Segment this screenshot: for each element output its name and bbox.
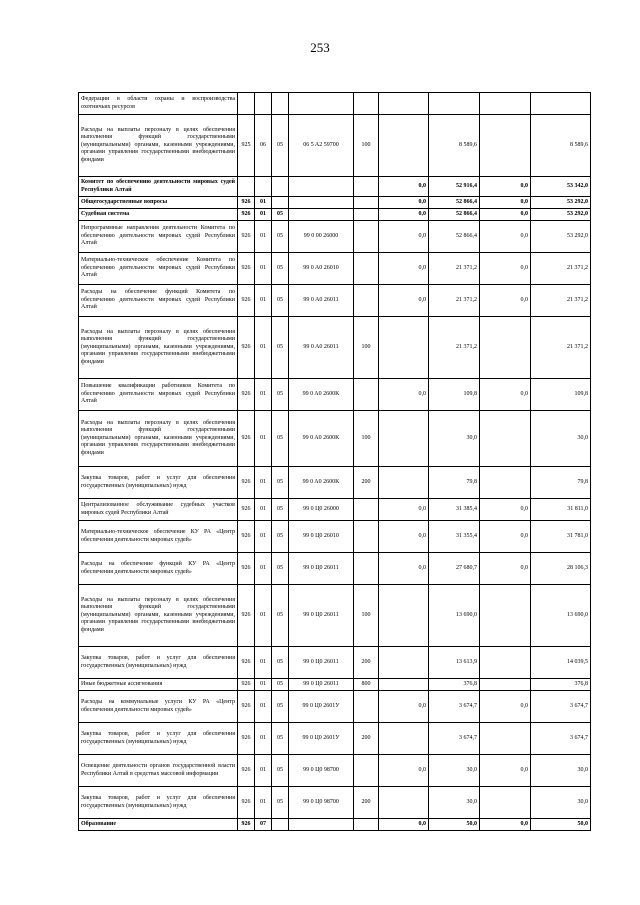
- table-row: [79, 585, 591, 647]
- expense-type-cell: 200: [354, 723, 379, 755]
- section-cell: 01: [255, 317, 272, 379]
- subsection-cell: 05: [272, 553, 289, 585]
- amount-cell-2: 13 613,9: [429, 647, 480, 679]
- ved-cell: 926: [238, 411, 255, 467]
- ved-cell: 926: [238, 379, 255, 411]
- table-row: [79, 787, 591, 819]
- ved-cell: 925: [238, 115, 255, 177]
- amount-cell-4: 21 371,2: [531, 253, 591, 285]
- expense-type-cell: [354, 499, 379, 521]
- table-row: [79, 679, 591, 691]
- amount-cell-1: 0,0: [379, 285, 429, 317]
- amount-cell-1: 0,0: [379, 691, 429, 723]
- table-row: [79, 521, 591, 553]
- target-article-cell: 99 0 Ц0 26011: [289, 647, 354, 679]
- section-cell: 01: [255, 755, 272, 787]
- row-name-cell: Материально-техническое обеспечение Комитета по обеспечению деятельности мировых судей Республики Алтай: [79, 253, 238, 285]
- amount-cell-1: [379, 585, 429, 647]
- table-row: [79, 647, 591, 679]
- table-row: [79, 819, 591, 831]
- amount-cell-4: [531, 93, 591, 115]
- amount-cell-4: 109,8: [531, 379, 591, 411]
- table-row: [79, 467, 591, 499]
- table-row: [79, 411, 591, 467]
- amount-cell-2: 50,0: [429, 819, 480, 831]
- subsection-cell: 05: [272, 723, 289, 755]
- table-row: [79, 285, 591, 317]
- amount-cell-3: [480, 723, 531, 755]
- section-cell: 01: [255, 691, 272, 723]
- expense-type-cell: [354, 177, 379, 197]
- amount-cell-2: 8 589,6: [429, 115, 480, 177]
- target-article-cell: 99 0 Ц0 26011: [289, 585, 354, 647]
- section-cell: 01: [255, 585, 272, 647]
- amount-cell-1: 0,0: [379, 379, 429, 411]
- amount-cell-4: 21 371,2: [531, 317, 591, 379]
- amount-cell-3: 0,0: [480, 521, 531, 553]
- amount-cell-2: 109,8: [429, 379, 480, 411]
- amount-cell-4: 13 690,0: [531, 585, 591, 647]
- subsection-cell: 05: [272, 115, 289, 177]
- section-cell: 01: [255, 647, 272, 679]
- amount-cell-3: [480, 647, 531, 679]
- amount-cell-4: 3 674,7: [531, 723, 591, 755]
- target-article-cell: [289, 177, 354, 197]
- subsection-cell: 05: [272, 647, 289, 679]
- amount-cell-1: 0,0: [379, 197, 429, 209]
- amount-cell-1: 0,0: [379, 499, 429, 521]
- section-cell: [255, 93, 272, 115]
- expense-type-cell: [354, 819, 379, 831]
- ved-cell: 926: [238, 585, 255, 647]
- expense-type-cell: [354, 553, 379, 585]
- amount-cell-2: 52 866,4: [429, 209, 480, 221]
- ved-cell: 926: [238, 723, 255, 755]
- subsection-cell: 05: [272, 317, 289, 379]
- subsection-cell: 05: [272, 285, 289, 317]
- amount-cell-4: 53 342,0: [531, 177, 591, 197]
- table-row: [79, 115, 591, 177]
- amount-cell-4: 21 371,2: [531, 285, 591, 317]
- amount-cell-2: 30,0: [429, 755, 480, 787]
- amount-cell-4: 30,0: [531, 787, 591, 819]
- amount-cell-3: 0,0: [480, 499, 531, 521]
- row-name-cell: Повышение квалификации работников Комитета по обеспечению деятельности мировых судей Республики Алтай: [79, 379, 238, 411]
- amount-cell-3: 0,0: [480, 379, 531, 411]
- expense-type-cell: 100: [354, 317, 379, 379]
- amount-cell-4: 8 589,6: [531, 115, 591, 177]
- target-article-cell: 99 0 Ц0 2601У: [289, 691, 354, 723]
- subsection-cell: [272, 93, 289, 115]
- amount-cell-1: 0,0: [379, 553, 429, 585]
- table-row: [79, 197, 591, 209]
- subsection-cell: 05: [272, 499, 289, 521]
- amount-cell-1: 0,0: [379, 253, 429, 285]
- amount-cell-3: [480, 585, 531, 647]
- target-article-cell: 99 0 A0 26011: [289, 317, 354, 379]
- budget-table: [78, 92, 591, 831]
- amount-cell-4: 30,0: [531, 411, 591, 467]
- section-cell: 06: [255, 115, 272, 177]
- section-cell: 01: [255, 221, 272, 253]
- subsection-cell: 05: [272, 221, 289, 253]
- amount-cell-2: 376,8: [429, 679, 480, 691]
- target-article-cell: 99 0 A0 2600K: [289, 411, 354, 467]
- ved-cell: 926: [238, 819, 255, 831]
- amount-cell-4: 31 811,0: [531, 499, 591, 521]
- row-name-cell: Судебная система: [79, 209, 238, 221]
- amount-cell-1: [379, 317, 429, 379]
- ved-cell: 926: [238, 285, 255, 317]
- amount-cell-3: 0,0: [480, 253, 531, 285]
- amount-cell-3: 0,0: [480, 819, 531, 831]
- section-cell: [255, 177, 272, 197]
- expense-type-cell: [354, 521, 379, 553]
- amount-cell-1: 0,0: [379, 177, 429, 197]
- amount-cell-2: 13 690,0: [429, 585, 480, 647]
- ved-cell: 926: [238, 221, 255, 253]
- amount-cell-4: 79,8: [531, 467, 591, 499]
- expense-type-cell: 100: [354, 585, 379, 647]
- row-name-cell: Материально-техническое обеспечение КУ РА «Центр обеспечения деятельности мировых судей»: [79, 521, 238, 553]
- amount-cell-4: 14 039,5: [531, 647, 591, 679]
- target-article-cell: [289, 209, 354, 221]
- expense-type-cell: 200: [354, 467, 379, 499]
- ved-cell: 926: [238, 647, 255, 679]
- section-cell: 01: [255, 467, 272, 499]
- table-row: [79, 379, 591, 411]
- amount-cell-2: 30,0: [429, 787, 480, 819]
- amount-cell-4: 3 674,7: [531, 691, 591, 723]
- amount-cell-1: 0,0: [379, 819, 429, 831]
- target-article-cell: 99 0 A0 2600K: [289, 467, 354, 499]
- section-cell: 01: [255, 723, 272, 755]
- amount-cell-2: 31 385,4: [429, 499, 480, 521]
- amount-cell-3: 0,0: [480, 553, 531, 585]
- target-article-cell: 99 0 Ц0 98700: [289, 755, 354, 787]
- expense-type-cell: [354, 197, 379, 209]
- amount-cell-2: 21 371,2: [429, 253, 480, 285]
- amount-cell-4: 31 781,0: [531, 521, 591, 553]
- ved-cell: 926: [238, 499, 255, 521]
- section-cell: 01: [255, 197, 272, 209]
- amount-cell-2: 27 680,7: [429, 553, 480, 585]
- expense-type-cell: 100: [354, 411, 379, 467]
- ved-cell: [238, 93, 255, 115]
- row-name-cell: Общегосударственные вопросы: [79, 197, 238, 209]
- amount-cell-2: 31 355,4: [429, 521, 480, 553]
- table-row: [79, 691, 591, 723]
- row-name-cell: Образование: [79, 819, 238, 831]
- section-cell: 01: [255, 209, 272, 221]
- row-name-cell: Расходы на выплаты персоналу в целях обеспечения выполнения функций государственными (муниципальными) органами, казенными учреждениями, органами управления государственными внебюджетными фондами: [79, 411, 238, 467]
- table-row: [79, 755, 591, 787]
- amount-cell-4: 53 292,0: [531, 209, 591, 221]
- subsection-cell: 05: [272, 521, 289, 553]
- expense-type-cell: 800: [354, 679, 379, 691]
- amount-cell-1: [379, 115, 429, 177]
- row-name-cell: Расходы на обеспечение функций Комитета по обеспечению деятельности мировых судей Республики Алтай: [79, 285, 238, 317]
- table-row: [79, 499, 591, 521]
- amount-cell-1: 0,0: [379, 209, 429, 221]
- expense-type-cell: [354, 209, 379, 221]
- section-cell: 01: [255, 285, 272, 317]
- amount-cell-2: 30,0: [429, 411, 480, 467]
- subsection-cell: 05: [272, 253, 289, 285]
- amount-cell-1: [379, 787, 429, 819]
- amount-cell-2: 52 866,4: [429, 221, 480, 253]
- row-name-cell: Непрограммные направления деятельности Комитета по обеспечению деятельности мировых судей Республики Алтай: [79, 221, 238, 253]
- page-number: 253: [310, 40, 330, 55]
- amount-cell-4: 53 292,0: [531, 221, 591, 253]
- ved-cell: 926: [238, 755, 255, 787]
- amount-cell-3: 0,0: [480, 691, 531, 723]
- amount-cell-3: 0,0: [480, 755, 531, 787]
- amount-cell-1: 0,0: [379, 221, 429, 253]
- section-cell: 01: [255, 379, 272, 411]
- subsection-cell: 05: [272, 209, 289, 221]
- amount-cell-2: 3 674,7: [429, 723, 480, 755]
- section-cell: 01: [255, 253, 272, 285]
- amount-cell-2: 79,8: [429, 467, 480, 499]
- expense-type-cell: 200: [354, 787, 379, 819]
- row-name-cell: Освещение деятельности органов государственной власти Республики Алтай в средствах массовой информации: [79, 755, 238, 787]
- expense-type-cell: 100: [354, 115, 379, 177]
- expense-type-cell: [354, 221, 379, 253]
- target-article-cell: 99 0 00 26000: [289, 221, 354, 253]
- section-cell: 01: [255, 679, 272, 691]
- target-article-cell: 99 0 Ц0 26011: [289, 553, 354, 585]
- amount-cell-3: [480, 115, 531, 177]
- row-name-cell: Федерации в области охраны и воспроизводства охотничьих ресурсов: [79, 93, 238, 115]
- target-article-cell: [289, 819, 354, 831]
- amount-cell-3: 0,0: [480, 197, 531, 209]
- amount-cell-1: 0,0: [379, 521, 429, 553]
- subsection-cell: [272, 197, 289, 209]
- row-name-cell: Централизованное обслуживание судебных участков мировых судей Республики Алтай: [79, 499, 238, 521]
- expense-type-cell: 200: [354, 647, 379, 679]
- section-cell: 01: [255, 553, 272, 585]
- row-name-cell: Расходы на выплаты персоналу в целях обеспечения выполнения функций государственными (муниципальными) органами, казенными учреждениями, органами управления государственными внебюджетными фондами: [79, 585, 238, 647]
- amount-cell-4: 376,8: [531, 679, 591, 691]
- section-cell: 01: [255, 787, 272, 819]
- expense-type-cell: [354, 691, 379, 723]
- subsection-cell: [272, 177, 289, 197]
- ved-cell: 926: [238, 787, 255, 819]
- ved-cell: 926: [238, 691, 255, 723]
- row-name-cell: Иные бюджетные ассигнования: [79, 679, 238, 691]
- target-article-cell: 06 5 A2 59700: [289, 115, 354, 177]
- amount-cell-4: 30,0: [531, 755, 591, 787]
- row-name-cell: Закупка товаров, работ и услуг для обеспечения государственных (муниципальных) нужд: [79, 723, 238, 755]
- ved-cell: [238, 177, 255, 197]
- amount-cell-1: [379, 411, 429, 467]
- amount-cell-4: 50,0: [531, 819, 591, 831]
- expense-type-cell: [354, 253, 379, 285]
- subsection-cell: 05: [272, 679, 289, 691]
- amount-cell-3: [480, 93, 531, 115]
- subsection-cell: 05: [272, 467, 289, 499]
- amount-cell-1: [379, 647, 429, 679]
- amount-cell-3: 0,0: [480, 285, 531, 317]
- table-row: [79, 553, 591, 585]
- amount-cell-1: [379, 93, 429, 115]
- ved-cell: 926: [238, 317, 255, 379]
- target-article-cell: 99 0 Ц0 98700: [289, 787, 354, 819]
- amount-cell-3: [480, 317, 531, 379]
- subsection-cell: 05: [272, 585, 289, 647]
- section-cell: 01: [255, 411, 272, 467]
- subsection-cell: 05: [272, 691, 289, 723]
- subsection-cell: [272, 819, 289, 831]
- row-name-cell: Расходы на коммунальные услуги КУ РА «Центр обеспечения деятельности мировых судей»: [79, 691, 238, 723]
- target-article-cell: 99 0 Ц0 26000: [289, 499, 354, 521]
- amount-cell-2: 52 866,4: [429, 197, 480, 209]
- amount-cell-1: [379, 723, 429, 755]
- table-row: [79, 723, 591, 755]
- expense-type-cell: [354, 379, 379, 411]
- row-name-cell: Расходы на выплаты персоналу в целях обеспечения выполнения функций государственными (муниципальными) органами, казенными учреждениями, органами управления государственными внебюджетными фондами: [79, 317, 238, 379]
- amount-cell-2: 21 371,2: [429, 285, 480, 317]
- subsection-cell: 05: [272, 787, 289, 819]
- amount-cell-3: 0,0: [480, 177, 531, 197]
- subsection-cell: 05: [272, 379, 289, 411]
- target-article-cell: 99 0 Ц0 2601У: [289, 723, 354, 755]
- target-article-cell: 99 0 Ц0 26010: [289, 521, 354, 553]
- table-row: [79, 93, 591, 115]
- subsection-cell: 05: [272, 411, 289, 467]
- ved-cell: 926: [238, 253, 255, 285]
- section-cell: 01: [255, 499, 272, 521]
- ved-cell: 926: [238, 679, 255, 691]
- amount-cell-3: [480, 411, 531, 467]
- amount-cell-3: [480, 787, 531, 819]
- target-article-cell: 99 0 A0 26010: [289, 253, 354, 285]
- amount-cell-2: [429, 93, 480, 115]
- amount-cell-3: [480, 467, 531, 499]
- amount-cell-2: 3 674,7: [429, 691, 480, 723]
- ved-cell: 926: [238, 197, 255, 209]
- amount-cell-4: 53 292,0: [531, 197, 591, 209]
- row-name-cell: Расходы на выплаты персоналу в целях обеспечения выполнения функций государственными (муниципальными) органами, казенными учреждениями, органами управления государственными внебюджетными фондами: [79, 115, 238, 177]
- subsection-cell: 05: [272, 755, 289, 787]
- row-name-cell: Комитет по обеспечению деятельности мировых судей Республики Алтай: [79, 177, 238, 197]
- amount-cell-2: 21 371,2: [429, 317, 480, 379]
- target-article-cell: 99 0 Ц0 26011: [289, 679, 354, 691]
- amount-cell-1: [379, 679, 429, 691]
- expense-type-cell: [354, 93, 379, 115]
- amount-cell-3: 0,0: [480, 209, 531, 221]
- table-row: [79, 209, 591, 221]
- row-name-cell: Расходы на обеспечение функций КУ РА «Центр обеспечения деятельности мировых судей»: [79, 553, 238, 585]
- table-row: [79, 177, 591, 197]
- ved-cell: 926: [238, 209, 255, 221]
- table-row: [79, 221, 591, 253]
- expense-type-cell: [354, 755, 379, 787]
- ved-cell: 926: [238, 553, 255, 585]
- target-article-cell: [289, 93, 354, 115]
- table-row: [79, 253, 591, 285]
- target-article-cell: 99 0 A0 2600K: [289, 379, 354, 411]
- expense-type-cell: [354, 285, 379, 317]
- table-row: [79, 317, 591, 379]
- section-cell: 01: [255, 521, 272, 553]
- amount-cell-2: 52 916,4: [429, 177, 480, 197]
- ved-cell: 926: [238, 521, 255, 553]
- amount-cell-3: 0,0: [480, 221, 531, 253]
- row-name-cell: Закупка товаров, работ и услуг для обеспечения государственных (муниципальных) нужд: [79, 467, 238, 499]
- row-name-cell: Закупка товаров, работ и услуг для обеспечения государственных (муниципальных) нужд: [79, 787, 238, 819]
- amount-cell-1: 0,0: [379, 755, 429, 787]
- amount-cell-4: 28 106,3: [531, 553, 591, 585]
- section-cell: 07: [255, 819, 272, 831]
- target-article-cell: 99 0 A0 26011: [289, 285, 354, 317]
- target-article-cell: [289, 197, 354, 209]
- amount-cell-1: [379, 467, 429, 499]
- amount-cell-3: [480, 679, 531, 691]
- ved-cell: 926: [238, 467, 255, 499]
- row-name-cell: Закупка товаров, работ и услуг для обеспечения государственных (муниципальных) нужд: [79, 647, 238, 679]
